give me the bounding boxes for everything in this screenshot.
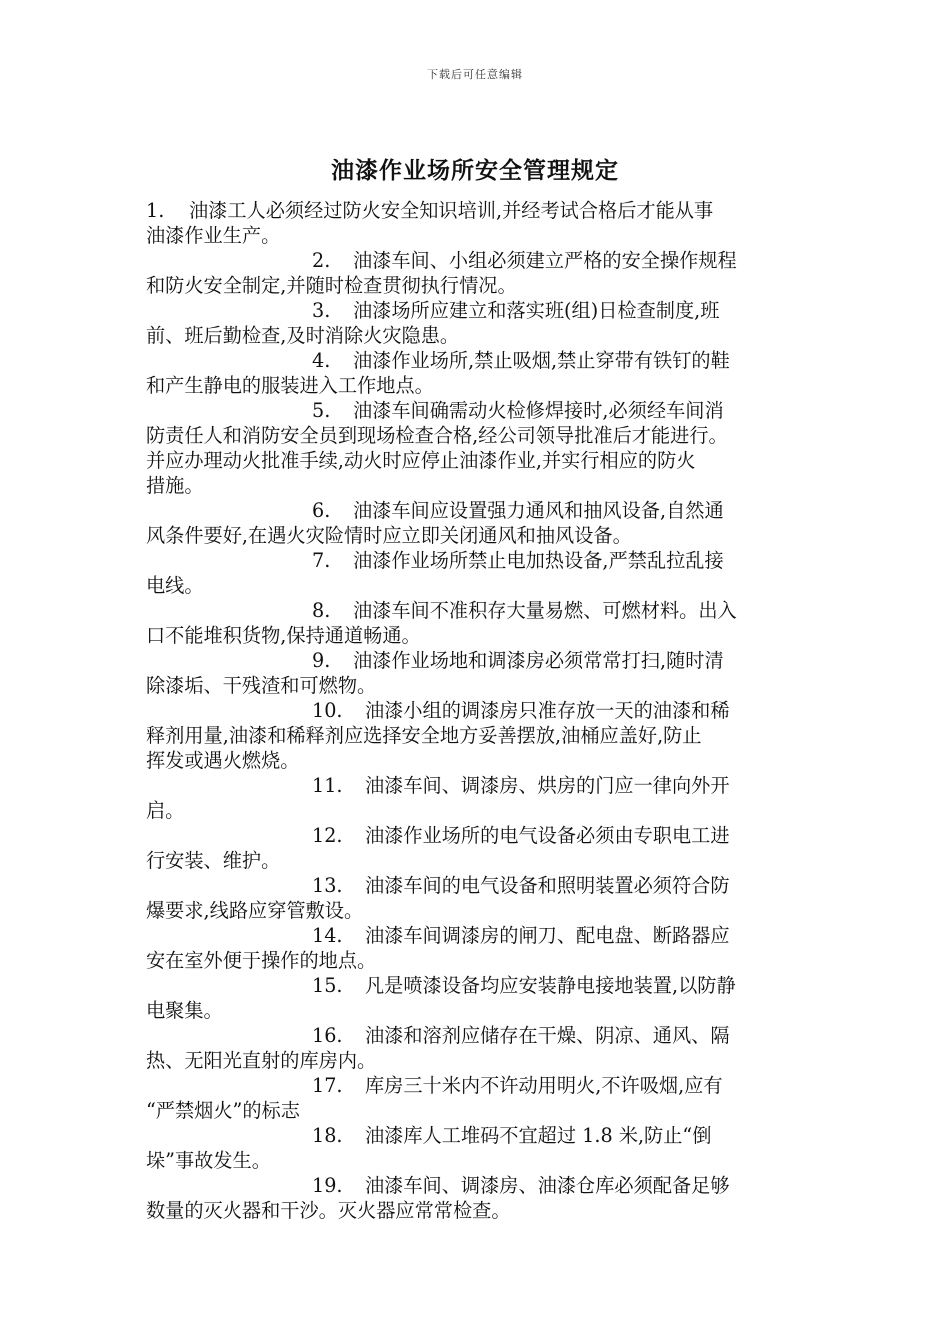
item-text: 启。 — [146, 799, 185, 822]
regulation-line — [146, 1173, 816, 1198]
item-text: 数量的灭火器和干沙。灭火器应常常检查。 — [146, 1199, 511, 1222]
item-number: 2. — [312, 249, 331, 272]
item-number: 10. — [312, 699, 343, 722]
item-text: 爆要求,线路应穿管敷设。 — [146, 899, 364, 922]
regulation-line — [146, 748, 816, 773]
regulation-line — [146, 373, 816, 398]
regulation-item — [146, 923, 816, 973]
regulation-line — [146, 423, 816, 448]
item-number: 17. — [312, 1074, 343, 1097]
regulation-line — [146, 1073, 816, 1098]
item-text: 防责任人和消防安全员到现场检查合格,经公司领导批准后才能进行。 — [146, 424, 728, 447]
item-number: 5. — [312, 399, 331, 422]
regulation-line — [146, 823, 816, 848]
item-text: 油漆车间调漆房的闸刀、配电盘、断路器应 — [365, 924, 730, 947]
regulation-line — [146, 948, 816, 973]
regulation-line — [146, 873, 816, 898]
item-text: 油漆和溶剂应储存在干燥、阴凉、通风、隔 — [365, 1024, 730, 1047]
item-text: 措施。 — [146, 474, 204, 497]
regulation-item — [146, 823, 816, 873]
regulation-item — [146, 1123, 816, 1173]
regulation-item — [146, 248, 816, 298]
item-number: 4. — [312, 349, 331, 372]
regulation-line — [146, 398, 816, 423]
item-text: 油漆车间确需动火检修焊接时,必须经车间消 — [353, 399, 724, 422]
item-number: 16. — [312, 1024, 343, 1047]
item-text: 油漆作业场所的电气设备必须由专职电工进 — [365, 824, 730, 847]
item-text: 油漆作业生产。 — [146, 224, 281, 247]
item-number: 1. — [146, 199, 165, 222]
regulation-line — [146, 1023, 816, 1048]
item-number: 11. — [312, 774, 343, 797]
regulation-line — [146, 1123, 816, 1148]
regulation-line — [146, 548, 816, 573]
item-text: 口不能堆积货物,保持通道畅通。 — [146, 624, 421, 647]
item-text: 安在室外便于操作的地点。 — [146, 949, 377, 972]
item-number: 14. — [312, 924, 343, 947]
regulation-line — [146, 973, 816, 998]
regulation-line — [146, 223, 816, 248]
regulation-line — [146, 998, 816, 1023]
item-number: 8. — [312, 599, 331, 622]
regulation-line — [146, 648, 816, 673]
item-text: 前、班后勤检查,及时消除火灾隐患。 — [146, 324, 460, 347]
regulation-item — [146, 198, 816, 248]
regulation-item — [146, 973, 816, 1023]
regulation-line — [146, 773, 816, 798]
regulation-line — [146, 898, 816, 923]
document-title: 油漆作业场所安全管理规定 — [331, 157, 619, 184]
regulation-line — [146, 348, 816, 373]
regulation-line — [146, 798, 816, 823]
item-text: 油漆小组的调漆房只准存放一天的油漆和稀 — [365, 699, 730, 722]
regulation-line — [146, 448, 816, 473]
item-text: 油漆作业场地和调漆房必须常常打扫,随时清 — [353, 649, 724, 672]
regulation-line — [146, 323, 816, 348]
regulation-item — [146, 398, 816, 498]
item-text: 油漆场所应建立和落实班(组)日检查制度,班 — [353, 299, 720, 322]
item-text: “严禁烟火”的标志 — [146, 1099, 300, 1122]
item-text: 油漆车间应设置强力通风和抽风设备,自然通 — [353, 499, 724, 522]
regulation-line — [146, 723, 816, 748]
regulation-item — [146, 598, 816, 648]
item-text: 挥发或遇火燃烧。 — [146, 749, 300, 772]
regulation-list — [146, 198, 816, 1223]
regulation-item — [146, 548, 816, 598]
regulation-line — [146, 473, 816, 498]
item-text: 释剂用量,油漆和稀释剂应选择安全地方妥善摆放,油桶应盖好,防止 — [146, 724, 702, 747]
regulation-line — [146, 673, 816, 698]
regulation-item — [146, 498, 816, 548]
regulation-item — [146, 298, 816, 348]
regulation-item — [146, 1023, 816, 1073]
item-text: 风条件要好,在遇火灾险情时应立即关闭通风和抽风设备。 — [146, 524, 632, 547]
item-text: 油漆车间、调漆房、油漆仓库必须配备足够 — [365, 1174, 730, 1197]
header-note: 下载后可任意编辑 — [427, 68, 523, 81]
regulation-line — [146, 598, 816, 623]
regulation-line — [146, 698, 816, 723]
regulation-line — [146, 1148, 816, 1173]
regulation-line — [146, 573, 816, 598]
regulation-item — [146, 873, 816, 923]
item-text: 油漆作业场所禁止电加热设备,严禁乱拉乱接 — [353, 549, 724, 572]
item-text: 油漆作业场所,禁止吸烟,禁止穿带有铁钉的鞋 — [353, 349, 730, 372]
regulation-line — [146, 1048, 816, 1073]
regulation-line — [146, 498, 816, 523]
item-text: 油漆车间不准积存大量易燃、可燃材料。出入 — [353, 599, 737, 622]
item-text: 油漆车间、小组必须建立严格的安全操作规程 — [353, 249, 737, 272]
item-text: 和产生静电的服装进入工作地点。 — [146, 374, 434, 397]
regulation-line — [146, 523, 816, 548]
regulation-item — [146, 1073, 816, 1123]
item-text: 油漆库人工堆码不宜超过 1.8 米,防止“倒 — [365, 1124, 712, 1147]
item-number: 6. — [312, 499, 331, 522]
item-number: 19. — [312, 1174, 343, 1197]
item-text: 油漆车间的电气设备和照明装置必须符合防 — [365, 874, 730, 897]
regulation-item — [146, 1173, 816, 1223]
item-number: 9. — [312, 649, 331, 672]
item-text: 油漆工人必须经过防火安全知识培训,并经考试合格后才能从事 — [189, 199, 714, 222]
regulation-item — [146, 348, 816, 398]
regulation-line — [146, 298, 816, 323]
item-text: 凡是喷漆设备均应安装静电接地装置,以防静 — [365, 974, 736, 997]
item-number: 18. — [312, 1124, 343, 1147]
regulation-item — [146, 648, 816, 698]
regulation-line — [146, 848, 816, 873]
item-text: 油漆车间、调漆房、烘房的门应一律向外开 — [365, 774, 730, 797]
item-text: 库房三十米内不许动用明火,不许吸烟,应有 — [365, 1074, 723, 1097]
item-text: 并应办理动火批准手续,动火时应停止油漆作业,并实行相应的防火 — [146, 449, 696, 472]
item-text: 垛”事故发生。 — [146, 1149, 271, 1172]
item-text: 除漆垢、干残渣和可燃物。 — [146, 674, 377, 697]
regulation-line — [146, 1098, 816, 1123]
regulation-line — [146, 198, 816, 223]
regulation-line — [146, 273, 816, 298]
regulation-line — [146, 248, 816, 273]
item-text: 行安装、维护。 — [146, 849, 281, 872]
regulation-line — [146, 1198, 816, 1223]
regulation-item — [146, 698, 816, 773]
item-text: 和防火安全制定,并随时检查贯彻执行情况。 — [146, 274, 517, 297]
item-number: 7. — [312, 549, 331, 572]
item-number: 15. — [312, 974, 343, 997]
item-number: 12. — [312, 824, 343, 847]
regulation-line — [146, 623, 816, 648]
item-number: 13. — [312, 874, 343, 897]
item-number: 3. — [312, 299, 331, 322]
item-text: 电聚集。 — [146, 999, 223, 1022]
item-text: 电线。 — [146, 574, 204, 597]
item-text: 热、无阳光直射的库房内。 — [146, 1049, 377, 1072]
regulation-line — [146, 923, 816, 948]
regulation-item — [146, 773, 816, 823]
